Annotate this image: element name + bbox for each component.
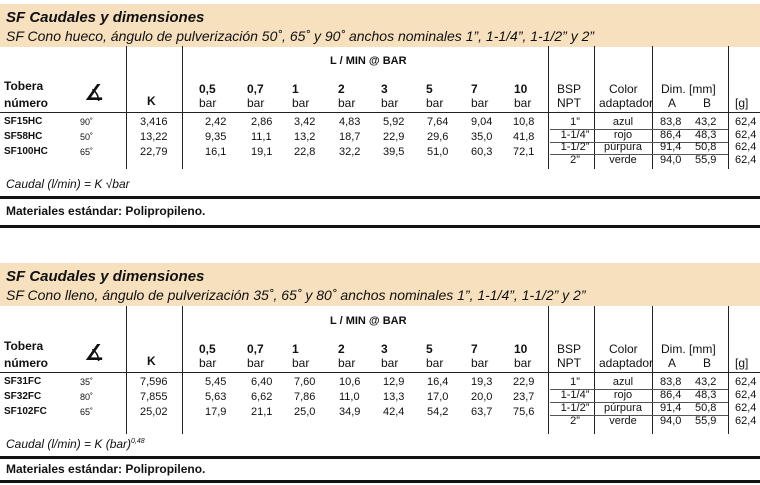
dim-a: 91,4 [660, 402, 682, 414]
adapter-color: verde [609, 153, 637, 166]
bar-unit: bar [426, 356, 444, 370]
npt-label: NPT [557, 96, 581, 110]
nozzle-number: SF102FC [4, 406, 47, 417]
dim-label: Dim. [mm] [661, 82, 716, 96]
pressure-value: 7 [471, 342, 478, 356]
dim-a: 83,8 [660, 376, 682, 388]
tobera-label: Tobera [4, 339, 44, 353]
pressure-value: 5 [426, 342, 433, 356]
column-divider [594, 46, 595, 169]
column-divider [548, 306, 549, 434]
flow-value: 7,64 [427, 116, 449, 128]
tobera-label: Tobera [4, 79, 44, 93]
flow-value: 22,9 [383, 131, 405, 143]
lmin-bar-label: L / MIN @ BAR [330, 315, 407, 327]
caudal-formula [6, 437, 145, 451]
flow-value: 12,9 [383, 376, 405, 388]
flow-value: 9,35 [205, 131, 227, 143]
flow-value: 10,6 [339, 376, 361, 388]
k-value: 3,416 [140, 116, 168, 128]
bsp-value: 1-1/4” [560, 389, 590, 401]
bar-unit: bar [199, 96, 217, 110]
weight-label: [g] [735, 96, 749, 110]
flow-value: 6,62 [251, 391, 273, 403]
dim-a-label: A [668, 96, 677, 110]
dim-label: Dim. [mm] [661, 342, 716, 356]
weight: 62,4 [735, 376, 757, 388]
bsp-value: 1” [570, 116, 580, 128]
flow-value: 72,1 [513, 146, 535, 158]
dim-b: 48,3 [695, 389, 717, 401]
weight: 62,4 [735, 116, 757, 128]
pressure-value: 7 [471, 82, 478, 96]
pressure-value: 10 [514, 82, 528, 96]
adapter-color: rojo [613, 389, 633, 401]
bar-unit: bar [471, 96, 489, 110]
flow-value: 7,86 [294, 391, 316, 403]
dim-a: 86,4 [660, 389, 682, 401]
caudal-formula-text: Caudal (l/min) = K √bar [6, 177, 130, 191]
caudal-formula-text: Caudal (l/min) = K (bar) [6, 437, 132, 451]
lmin-bar-label: L / MIN @ BAR [330, 55, 407, 67]
numero-label: número [4, 96, 49, 110]
k-label: K [147, 94, 156, 108]
bar-unit: bar [292, 356, 310, 370]
flow-value: 11,1 [251, 131, 272, 143]
bar-unit: bar [381, 356, 399, 370]
dim-b: 48,3 [695, 128, 717, 141]
flow-value: 21,1 [251, 406, 273, 418]
pressure-value: 5 [426, 82, 433, 96]
flow-value: 32,2 [339, 146, 361, 158]
flow-value: 39,5 [383, 146, 405, 158]
flow-value: 13,3 [383, 391, 405, 403]
flow-value: 5,45 [205, 376, 227, 388]
spray-angle: 65˚ [80, 147, 94, 157]
header-rule [548, 112, 760, 113]
bsp-value: 2” [570, 415, 580, 427]
spray-angle: 80˚ [80, 392, 94, 402]
column-divider [728, 306, 729, 434]
flow-value: 20,0 [471, 391, 493, 403]
spray-angle-icon: ∡ [84, 80, 104, 105]
flow-value: 2,42 [205, 116, 227, 128]
bsp-value: 1-1/4” [560, 128, 590, 141]
materials-note: Materiales estándar: Polipropileno. [6, 462, 206, 476]
materials-note: Materiales estándar: Polipropileno. [6, 204, 206, 218]
flow-value: 63,7 [471, 406, 493, 418]
pressure-value: 0,7 [247, 82, 264, 96]
bsp-label: BSP [557, 82, 582, 96]
flow-value: 5,92 [383, 116, 405, 128]
bsp-value: 2” [570, 153, 580, 166]
flow-value: 51,0 [427, 146, 449, 158]
adapter-color: azul [612, 116, 634, 128]
flow-value: 13,2 [294, 131, 316, 143]
spray-angle-icon: ∡ [84, 340, 104, 365]
flow-value: 4,83 [339, 116, 361, 128]
flow-value: 19,1 [251, 146, 273, 158]
nozzle-number: SF15HC [4, 116, 43, 127]
flow-value: 34,9 [339, 406, 361, 418]
dim-a: 91,4 [660, 141, 682, 153]
flow-value: 22,8 [294, 146, 316, 158]
adapter-color: azul [612, 376, 634, 388]
thick-rule [0, 456, 760, 459]
flow-value: 3,42 [294, 116, 316, 128]
bar-unit: bar [199, 356, 217, 370]
thick-rule [0, 480, 760, 483]
weight: 62,4 [735, 415, 757, 427]
spray-angle: 90˚ [80, 117, 94, 127]
thick-rule [0, 196, 760, 199]
dim-a: 94,0 [660, 415, 682, 427]
flow-value: 17,9 [205, 406, 227, 418]
adapter-color: verde [609, 415, 637, 427]
section-title: SF Caudales y dimensiones [6, 9, 205, 26]
pressure-value: 0,5 [199, 342, 216, 356]
flow-value: 2,86 [251, 116, 273, 128]
flow-value: 54,2 [427, 406, 449, 418]
section-title: SF Caudales y dimensiones [6, 268, 205, 285]
dim-b-label: B [703, 356, 712, 370]
thick-rule [0, 225, 760, 228]
dim-b: 43,2 [695, 376, 717, 388]
weight: 62,4 [735, 402, 757, 414]
dim-b: 55,9 [695, 153, 717, 166]
npt-label: NPT [557, 356, 581, 370]
k-value: 25,02 [140, 406, 168, 418]
flow-value: 16,4 [427, 376, 449, 388]
nozzle-number: SF32FC [4, 391, 42, 402]
column-divider [548, 46, 549, 169]
flow-value: 29,6 [427, 131, 449, 143]
bar-unit: bar [338, 96, 356, 110]
section-header-hollow-cone [0, 4, 760, 47]
bsp-value: 1” [570, 376, 580, 388]
weight: 62,4 [735, 128, 757, 141]
pressure-value: 3 [381, 342, 388, 356]
dim-a: 83,8 [660, 116, 682, 128]
adaptador-label: adaptador [599, 356, 654, 370]
header-rule [0, 372, 548, 373]
pressure-value: 1 [292, 342, 299, 356]
color-label: Color [609, 82, 638, 96]
dim-a: 86,4 [660, 128, 682, 141]
bsp-value: 1-1/2” [560, 402, 590, 414]
caudal-formula [6, 177, 130, 191]
section-subtitle: SF Cono lleno, ángulo de pulverización 35˚, 65˚ y 80˚ anchos nominales 1”, 1-1/4”, 1-1/2” y 2” [6, 287, 586, 303]
k-value: 7,596 [140, 376, 168, 388]
pressure-value: 2 [338, 82, 345, 96]
bar-unit: bar [514, 356, 532, 370]
bar-unit: bar [247, 356, 265, 370]
bar-unit: bar [514, 96, 532, 110]
spray-angle: 65˚ [80, 407, 94, 417]
column-divider [126, 46, 127, 169]
bar-unit: bar [381, 96, 399, 110]
pressure-value: 1 [292, 82, 299, 96]
k-value: 22,79 [140, 146, 168, 158]
header-rule [0, 112, 548, 113]
flow-value: 16,1 [205, 146, 227, 158]
flow-value: 75,6 [513, 406, 535, 418]
nozzle-number: SF100HC [4, 146, 48, 157]
section-subtitle: SF Cono hueco, ángulo de pulverización 50˚, 65˚ y 90˚ anchos nominales 1”, 1-1/4”, 1-1/2” y 2” [6, 28, 595, 44]
pressure-value: 0,5 [199, 82, 216, 96]
dim-a-label: A [668, 356, 677, 370]
dim-b-label: B [703, 96, 712, 110]
flow-value: 42,4 [383, 406, 405, 418]
dim-b: 43,2 [695, 116, 717, 128]
pressure-value: 10 [514, 342, 528, 356]
flow-value: 9,04 [471, 116, 493, 128]
adapter-color: púrpura [604, 402, 642, 414]
weight: 62,4 [735, 153, 757, 166]
flow-value: 17,0 [427, 391, 449, 403]
flow-value: 23,7 [513, 391, 535, 403]
adapter-color: rojo [613, 128, 633, 141]
spray-angle: 50˚ [80, 132, 94, 142]
flow-value: 19,3 [471, 376, 493, 388]
pressure-value: 2 [338, 342, 345, 356]
color-label: Color [609, 342, 638, 356]
bar-unit: bar [247, 96, 265, 110]
column-divider [728, 46, 729, 169]
nozzle-number: SF58HC [4, 131, 43, 142]
adapter-color: púrpura [604, 141, 642, 153]
flow-value: 60,3 [471, 146, 493, 158]
bar-unit: bar [338, 356, 356, 370]
k-label: K [147, 354, 156, 368]
flow-value: 7,60 [294, 376, 316, 388]
flow-value: 5,63 [205, 391, 227, 403]
k-value: 13,22 [140, 131, 168, 143]
adaptador-label: adaptador [599, 96, 654, 110]
flow-value: 25,0 [294, 406, 316, 418]
spray-angle: 35˚ [80, 377, 94, 387]
pressure-value: 3 [381, 82, 388, 96]
flow-value: 41,8 [513, 131, 535, 143]
column-divider [182, 46, 183, 169]
flow-value: 10,8 [513, 116, 535, 128]
dim-a: 94,0 [660, 153, 682, 166]
bar-unit: bar [426, 96, 444, 110]
header-rule [548, 372, 760, 373]
column-divider [126, 306, 127, 434]
bsp-value: 1-1/2” [560, 141, 590, 153]
bar-unit: bar [471, 356, 489, 370]
nozzle-number: SF31FC [4, 376, 42, 387]
flow-value: 22,9 [513, 376, 535, 388]
flow-value: 18,7 [339, 131, 361, 143]
flow-value: 35,0 [471, 131, 493, 143]
k-value: 7,855 [140, 391, 168, 403]
flow-value: 6,40 [251, 376, 273, 388]
pressure-value: 0,7 [247, 342, 264, 356]
bar-unit: bar [292, 96, 310, 110]
dim-b: 55,9 [695, 415, 717, 427]
numero-label: número [4, 356, 49, 370]
bsp-label: BSP [557, 342, 582, 356]
dim-b: 50,8 [695, 141, 717, 153]
column-divider [182, 306, 183, 434]
caudal-exponent: 0,48 [131, 438, 145, 445]
weight: 62,4 [735, 141, 757, 153]
flow-value: 11,0 [339, 391, 360, 403]
section-header-full-cone [0, 263, 760, 306]
weight-label: [g] [735, 356, 749, 370]
weight: 62,4 [735, 389, 757, 401]
dim-b: 50,8 [695, 402, 717, 414]
